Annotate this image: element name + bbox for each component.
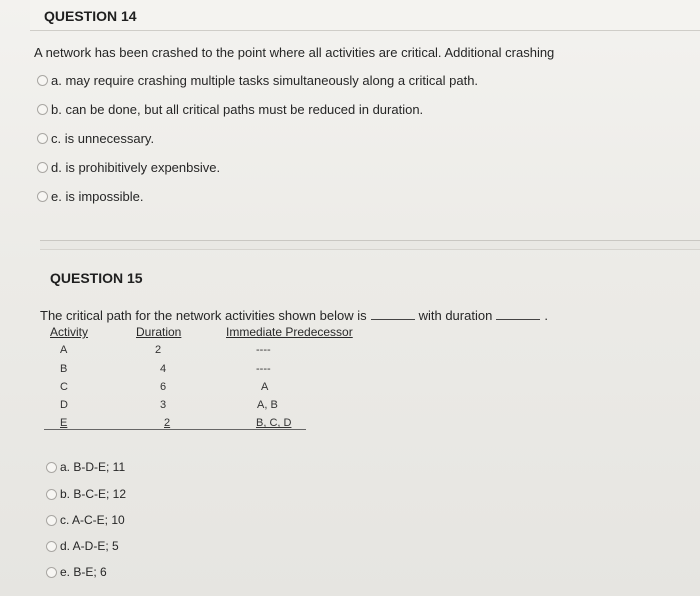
- question-14-text: A network has been crashed to the point where all activities are critical. Additional crashing: [34, 45, 555, 60]
- q14-option-d-label: d. is prohibitively expenbsive.: [51, 160, 221, 175]
- table-cell: ----: [256, 344, 271, 356]
- q14-option-c[interactable]: [37, 131, 154, 146]
- radio-icon[interactable]: [37, 75, 48, 86]
- table-cell: 2: [155, 344, 162, 356]
- table-cell: A: [261, 381, 269, 393]
- q15-option-b[interactable]: [46, 487, 126, 501]
- table-cell: 6: [160, 381, 167, 393]
- radio-icon[interactable]: [37, 162, 48, 173]
- q14-option-c-label: c. is unnecessary.: [51, 131, 155, 146]
- question-15-text-end: .: [544, 308, 548, 323]
- q15-option-e-label: e. B-E; 6: [60, 565, 107, 579]
- q14-option-b-label: b. can be done, but all critical paths must be reduced in duration.: [51, 102, 424, 117]
- radio-icon[interactable]: [46, 515, 57, 526]
- question-15-text-a: The critical path for the network activities shown below is: [40, 308, 367, 323]
- radio-icon[interactable]: [46, 462, 57, 473]
- q15-option-e[interactable]: [46, 565, 107, 579]
- table-cell: B: [60, 363, 68, 375]
- q14-option-e-label: e. is impossible.: [51, 189, 144, 204]
- radio-icon[interactable]: [37, 104, 48, 115]
- table-cell: 3: [160, 399, 167, 411]
- q14-option-a-label: a. may require crashing multiple tasks simultaneously along a critical path.: [51, 73, 479, 88]
- radio-icon[interactable]: [46, 567, 57, 578]
- table-header-predecessor: Immediate Predecessor: [226, 325, 353, 339]
- q14-option-e[interactable]: [37, 189, 143, 204]
- q15-option-a-label: a. B-D-E; 11: [60, 460, 126, 474]
- q14-option-b[interactable]: [37, 102, 423, 117]
- q15-option-a[interactable]: [46, 460, 125, 474]
- question-15-header: [38, 262, 700, 292]
- question-15-title: QUESTION 15: [50, 270, 143, 286]
- q15-option-c-label: c. A-C-E; 10: [60, 513, 125, 527]
- radio-icon[interactable]: [46, 541, 57, 552]
- table-cell: E: [60, 417, 68, 429]
- table-cell: ----: [256, 363, 271, 375]
- q14-option-d[interactable]: [37, 160, 220, 175]
- table-cell: 4: [160, 363, 167, 375]
- q15-option-b-label: b. B-C-E; 12: [60, 487, 127, 501]
- q15-option-d[interactable]: [46, 539, 119, 553]
- question-15-text-b: with duration: [418, 308, 493, 323]
- table-header-activity: Activity: [50, 325, 89, 339]
- radio-icon[interactable]: [37, 133, 48, 144]
- answer-blank-duration: [496, 309, 540, 320]
- q15-option-c[interactable]: [46, 513, 125, 527]
- q14-option-a[interactable]: [37, 73, 478, 88]
- table-cell: A: [60, 344, 68, 356]
- table-cell: 2: [164, 417, 171, 429]
- table-cell: A, B: [257, 399, 278, 411]
- radio-icon[interactable]: [37, 191, 48, 202]
- table-bottom-rule: [44, 429, 306, 430]
- answer-blank-path: [371, 309, 415, 320]
- table-cell: B, C, D: [256, 417, 292, 429]
- q15-option-d-label: d. A-D-E; 5: [60, 539, 119, 553]
- question-15-text: [40, 308, 548, 323]
- table-cell: D: [60, 399, 68, 411]
- question-divider: [40, 240, 700, 250]
- table-header-duration: Duration: [136, 325, 182, 339]
- radio-icon[interactable]: [46, 489, 57, 500]
- question-14-header: [30, 0, 700, 31]
- question-14-title: QUESTION 14: [44, 8, 137, 24]
- table-cell: C: [60, 381, 68, 393]
